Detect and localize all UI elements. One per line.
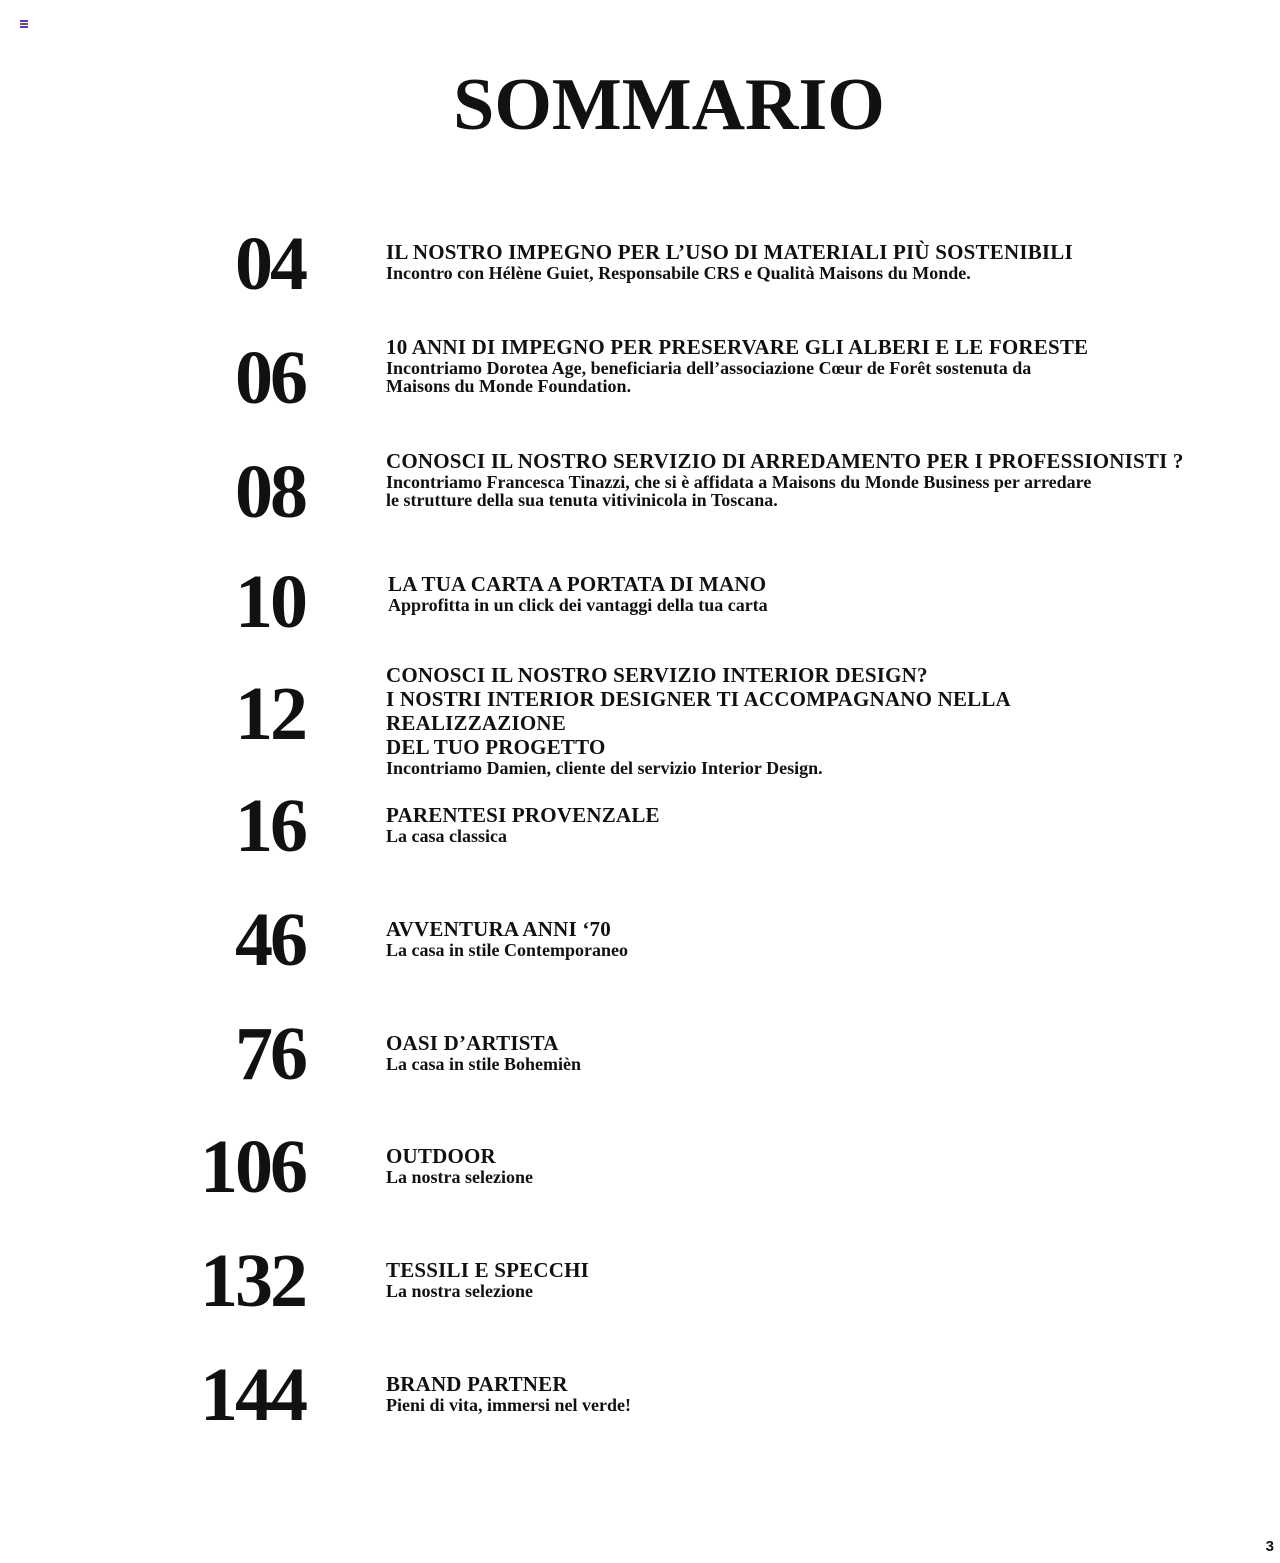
toc-heading: OUTDOOR — [386, 1144, 496, 1168]
toc-page-number: 46 — [235, 898, 305, 982]
toc-page-number: 12 — [235, 672, 305, 756]
menu-icon[interactable] — [20, 20, 28, 28]
toc-heading: LA TUA CARTA A PORTATA DI MANO — [388, 572, 767, 596]
toc-subtitle: Approfitta in un click dei vantaggi della tua carta — [388, 595, 768, 615]
toc-subtitle: Pieni di vita, immersi nel verde! — [386, 1395, 631, 1415]
toc-page-number: 10 — [235, 560, 305, 644]
toc-page-number: 06 — [235, 336, 305, 420]
page-number: 3 — [1265, 1538, 1274, 1555]
toc-subtitle: La nostra selezione — [386, 1167, 533, 1187]
toc-page-number: 106 — [200, 1125, 305, 1209]
toc-subtitle: Incontriamo Dorotea Age, beneficiaria dell’associazione Cœur de Forêt sostenuta da Maisons du Monde Foundation. — [386, 358, 1032, 396]
toc-heading: CONOSCI IL NOSTRO SERVIZIO DI ARREDAMENTO PER I PROFESSIONISTI ? — [386, 449, 1184, 473]
toc-subtitle: La nostra selezione — [386, 1281, 533, 1301]
toc-heading: TESSILI E SPECCHI — [386, 1258, 589, 1282]
toc-heading: OASI D’ARTISTA — [386, 1031, 559, 1055]
toc-page-number: 144 — [200, 1353, 305, 1437]
toc-subtitle: La casa in stile Contemporaneo — [386, 940, 628, 960]
toc-subtitle: Incontriamo Damien, cliente del servizio Interior Design. — [386, 758, 823, 778]
toc-subtitle: La casa classica — [386, 826, 507, 846]
toc-page-number: 04 — [235, 222, 305, 306]
toc-subtitle: La casa in stile Bohemièn — [386, 1054, 582, 1074]
toc-heading: IL NOSTRO IMPEGNO PER L’USO DI MATERIALI PIÙ SOSTENIBILI — [386, 240, 1073, 264]
toc-page-number: 08 — [235, 450, 305, 534]
toc-heading: CONOSCI IL NOSTRO SERVIZIO INTERIOR DESIGN? I NOSTRI INTERIOR DESIGNER TI ACCOMPAGNANO NELLA REALIZZAZIONE DEL TUO PROGETTO — [386, 663, 1010, 759]
toc-heading: 10 ANNI DI IMPEGNO PER PRESERVARE GLI ALBERI E LE FORESTE — [386, 335, 1089, 359]
toc-heading: AVVENTURA ANNI ‘70 — [386, 917, 611, 941]
toc-heading: PARENTESI PROVENZALE — [386, 803, 660, 827]
toc-page-number: 76 — [235, 1012, 305, 1096]
toc-page-number: 132 — [200, 1239, 305, 1323]
page-title: SOMMARIO — [453, 64, 885, 146]
toc-subtitle: Incontriamo Francesca Tinazzi, che si è affidata a Maisons du Monde Business per arredare le strutture della sua tenuta vitivinicola in Toscana. — [386, 472, 1092, 510]
toc-page-number: 16 — [235, 784, 305, 868]
toc-heading: BRAND PARTNER — [386, 1372, 568, 1396]
toc-subtitle: Incontro con Hélène Guiet, Responsabile CRS e Qualità Maisons du Monde. — [386, 263, 971, 283]
